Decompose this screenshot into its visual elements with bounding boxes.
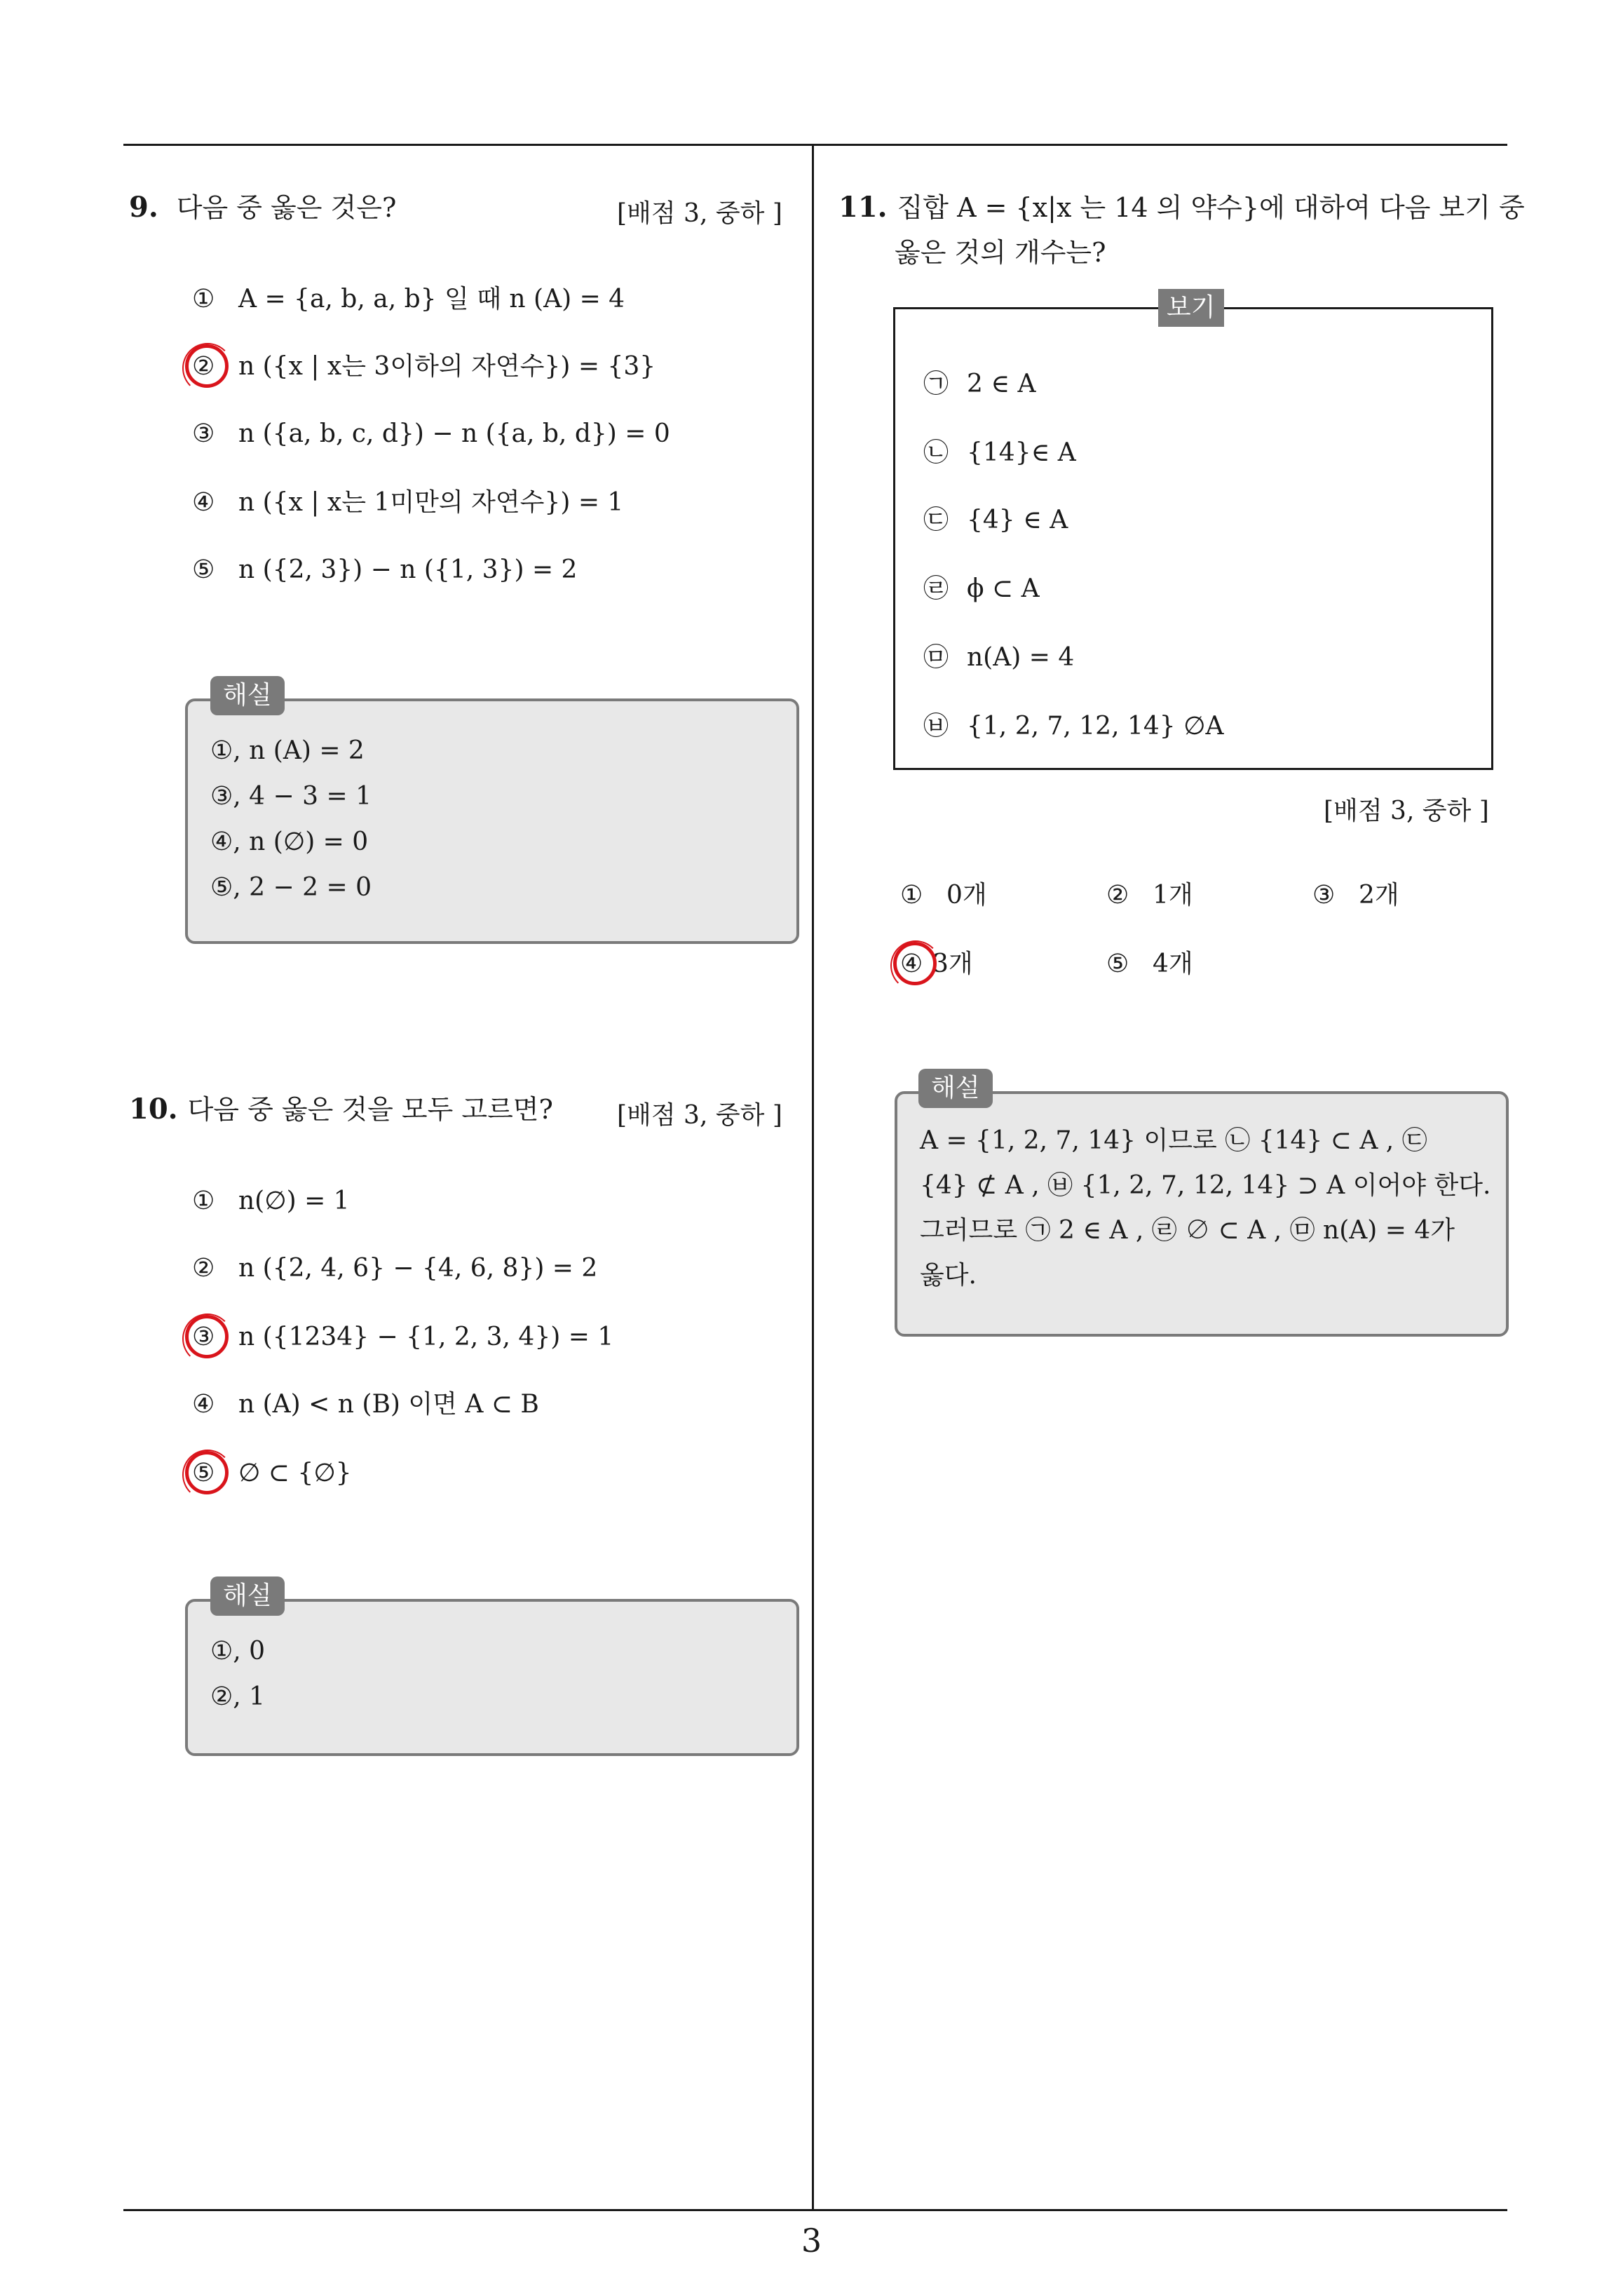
q9-number: 9. <box>129 191 158 224</box>
answer-mark-circle <box>893 942 937 985</box>
q9-solution-line: ④, n (∅) = 0 <box>210 828 369 856</box>
q10-header <box>129 1088 553 1130</box>
q10-score: [배점 3, 중하 ] <box>617 1101 782 1130</box>
q10-option-2[interactable]: ② n ({2, 4, 6} − {4, 6, 8}) = 2 <box>192 1254 598 1283</box>
q10-option-5[interactable]: ⑤ ∅ ⊂ {∅} <box>192 1459 352 1487</box>
q9-score: [배점 3, 중하 ] <box>617 199 782 228</box>
q11-number: 11. <box>838 191 888 224</box>
q10-option-4[interactable]: ④ n (A) < n (B) 이면 A ⊂ B <box>192 1390 539 1419</box>
q11-bogi-label: 보기 <box>1158 289 1224 327</box>
q10-option-3[interactable]: ③ n ({1234} − {1, 2, 3, 4}) = 1 <box>192 1323 614 1351</box>
q11-bogi-box <box>893 307 1493 770</box>
q9-option-4[interactable]: ④ n ({x | x는 1미만의 자연수}) = 1 <box>192 488 624 517</box>
answer-mark-circle <box>185 344 229 388</box>
bottom-rule <box>123 2209 1507 2211</box>
q11-option-1[interactable]: ① 0개 <box>900 881 987 910</box>
answer-mark-circle <box>185 1451 229 1494</box>
bogi-item: ㉥ {1, 2, 7, 12, 14} ∅A <box>923 712 1224 741</box>
q11-question-line1: 집합 A = {x|x 는 14 의 약수}에 대하여 다음 보기 중 <box>897 192 1525 223</box>
q9-option-2[interactable]: ② n ({x | x는 3이하의 자연수}) = {3} <box>192 352 656 381</box>
top-rule <box>123 144 1507 146</box>
q9-solution-line: ⑤, 2 − 2 = 0 <box>210 873 372 902</box>
q11-header <box>838 187 1525 229</box>
q11-option-3[interactable]: ③ 2개 <box>1312 881 1399 910</box>
q11-solution-line: 그러므로 ㉠ 2 ∈ A , ㉣ ∅ ⊂ A , ㉤ n(A) = 4가 <box>920 1216 1455 1245</box>
q10-option-1[interactable]: ① n(∅) = 1 <box>192 1187 350 1215</box>
q10-solution-line: ②, 1 <box>210 1682 266 1711</box>
q9-option-3[interactable]: ③ n ({a, b, c, d}) − n ({a, b, d}) = 0 <box>192 419 670 448</box>
q9-header <box>129 187 396 229</box>
q9-solution-label: 해설 <box>210 676 285 715</box>
q11-solution-line: {4} ⊄ A , ㉥ {1, 2, 7, 12, 14} ⊃ A 이어야 한다. <box>920 1171 1491 1200</box>
q11-option-4[interactable]: ④ 3개 <box>900 950 973 978</box>
column-divider <box>812 144 814 2210</box>
q11-option-5[interactable]: ⑤ 4개 <box>1106 950 1193 978</box>
q11-option-2[interactable]: ② 1개 <box>1106 881 1193 910</box>
q11-question-line2: 옳은 것의 개수는? <box>895 237 1106 268</box>
q9-solution-line: ③, 4 − 3 = 1 <box>210 782 372 811</box>
q10-solution-label: 해설 <box>210 1576 285 1616</box>
q10-solution-box <box>185 1599 799 1756</box>
q11-solution-label: 해설 <box>918 1069 993 1108</box>
q11-solution-line: 옳다. <box>920 1261 977 1290</box>
bogi-item: ㉤ n(A) = 4 <box>923 643 1075 672</box>
q11-solution-line: A = {1, 2, 7, 14} 이므로 ㉡ {14} ⊂ A , ㉢ <box>920 1126 1427 1155</box>
bogi-item: ㉢ {4} ∈ A <box>923 506 1068 534</box>
q10-number: 10. <box>129 1093 178 1126</box>
q11-solution-box <box>895 1091 1509 1337</box>
page-number: 3 <box>801 2222 822 2260</box>
q9-solution-box <box>185 698 799 944</box>
bogi-item: ㉠ 2 ∈ A <box>923 370 1036 398</box>
q9-option-1[interactable]: ① A = {a, b, a, b} 일 때 n (A) = 4 <box>192 285 625 313</box>
q9-solution-line: ①, n (A) = 2 <box>210 736 365 765</box>
answer-mark-circle <box>185 1315 229 1358</box>
q10-question: 다음 중 옳은 것을 모두 고르면? <box>187 1094 553 1125</box>
bogi-item: ㉡ {14}∈ A <box>923 438 1076 467</box>
bogi-item: ㉣ ϕ ⊂ A <box>923 574 1040 603</box>
q9-option-5[interactable]: ⑤ n ({2, 3}) − n ({1, 3}) = 2 <box>192 555 578 584</box>
q9-question: 다음 중 옳은 것은? <box>176 192 397 223</box>
q10-solution-line: ①, 0 <box>210 1637 266 1666</box>
q11-score: [배점 3, 중하 ] <box>1324 797 1489 825</box>
